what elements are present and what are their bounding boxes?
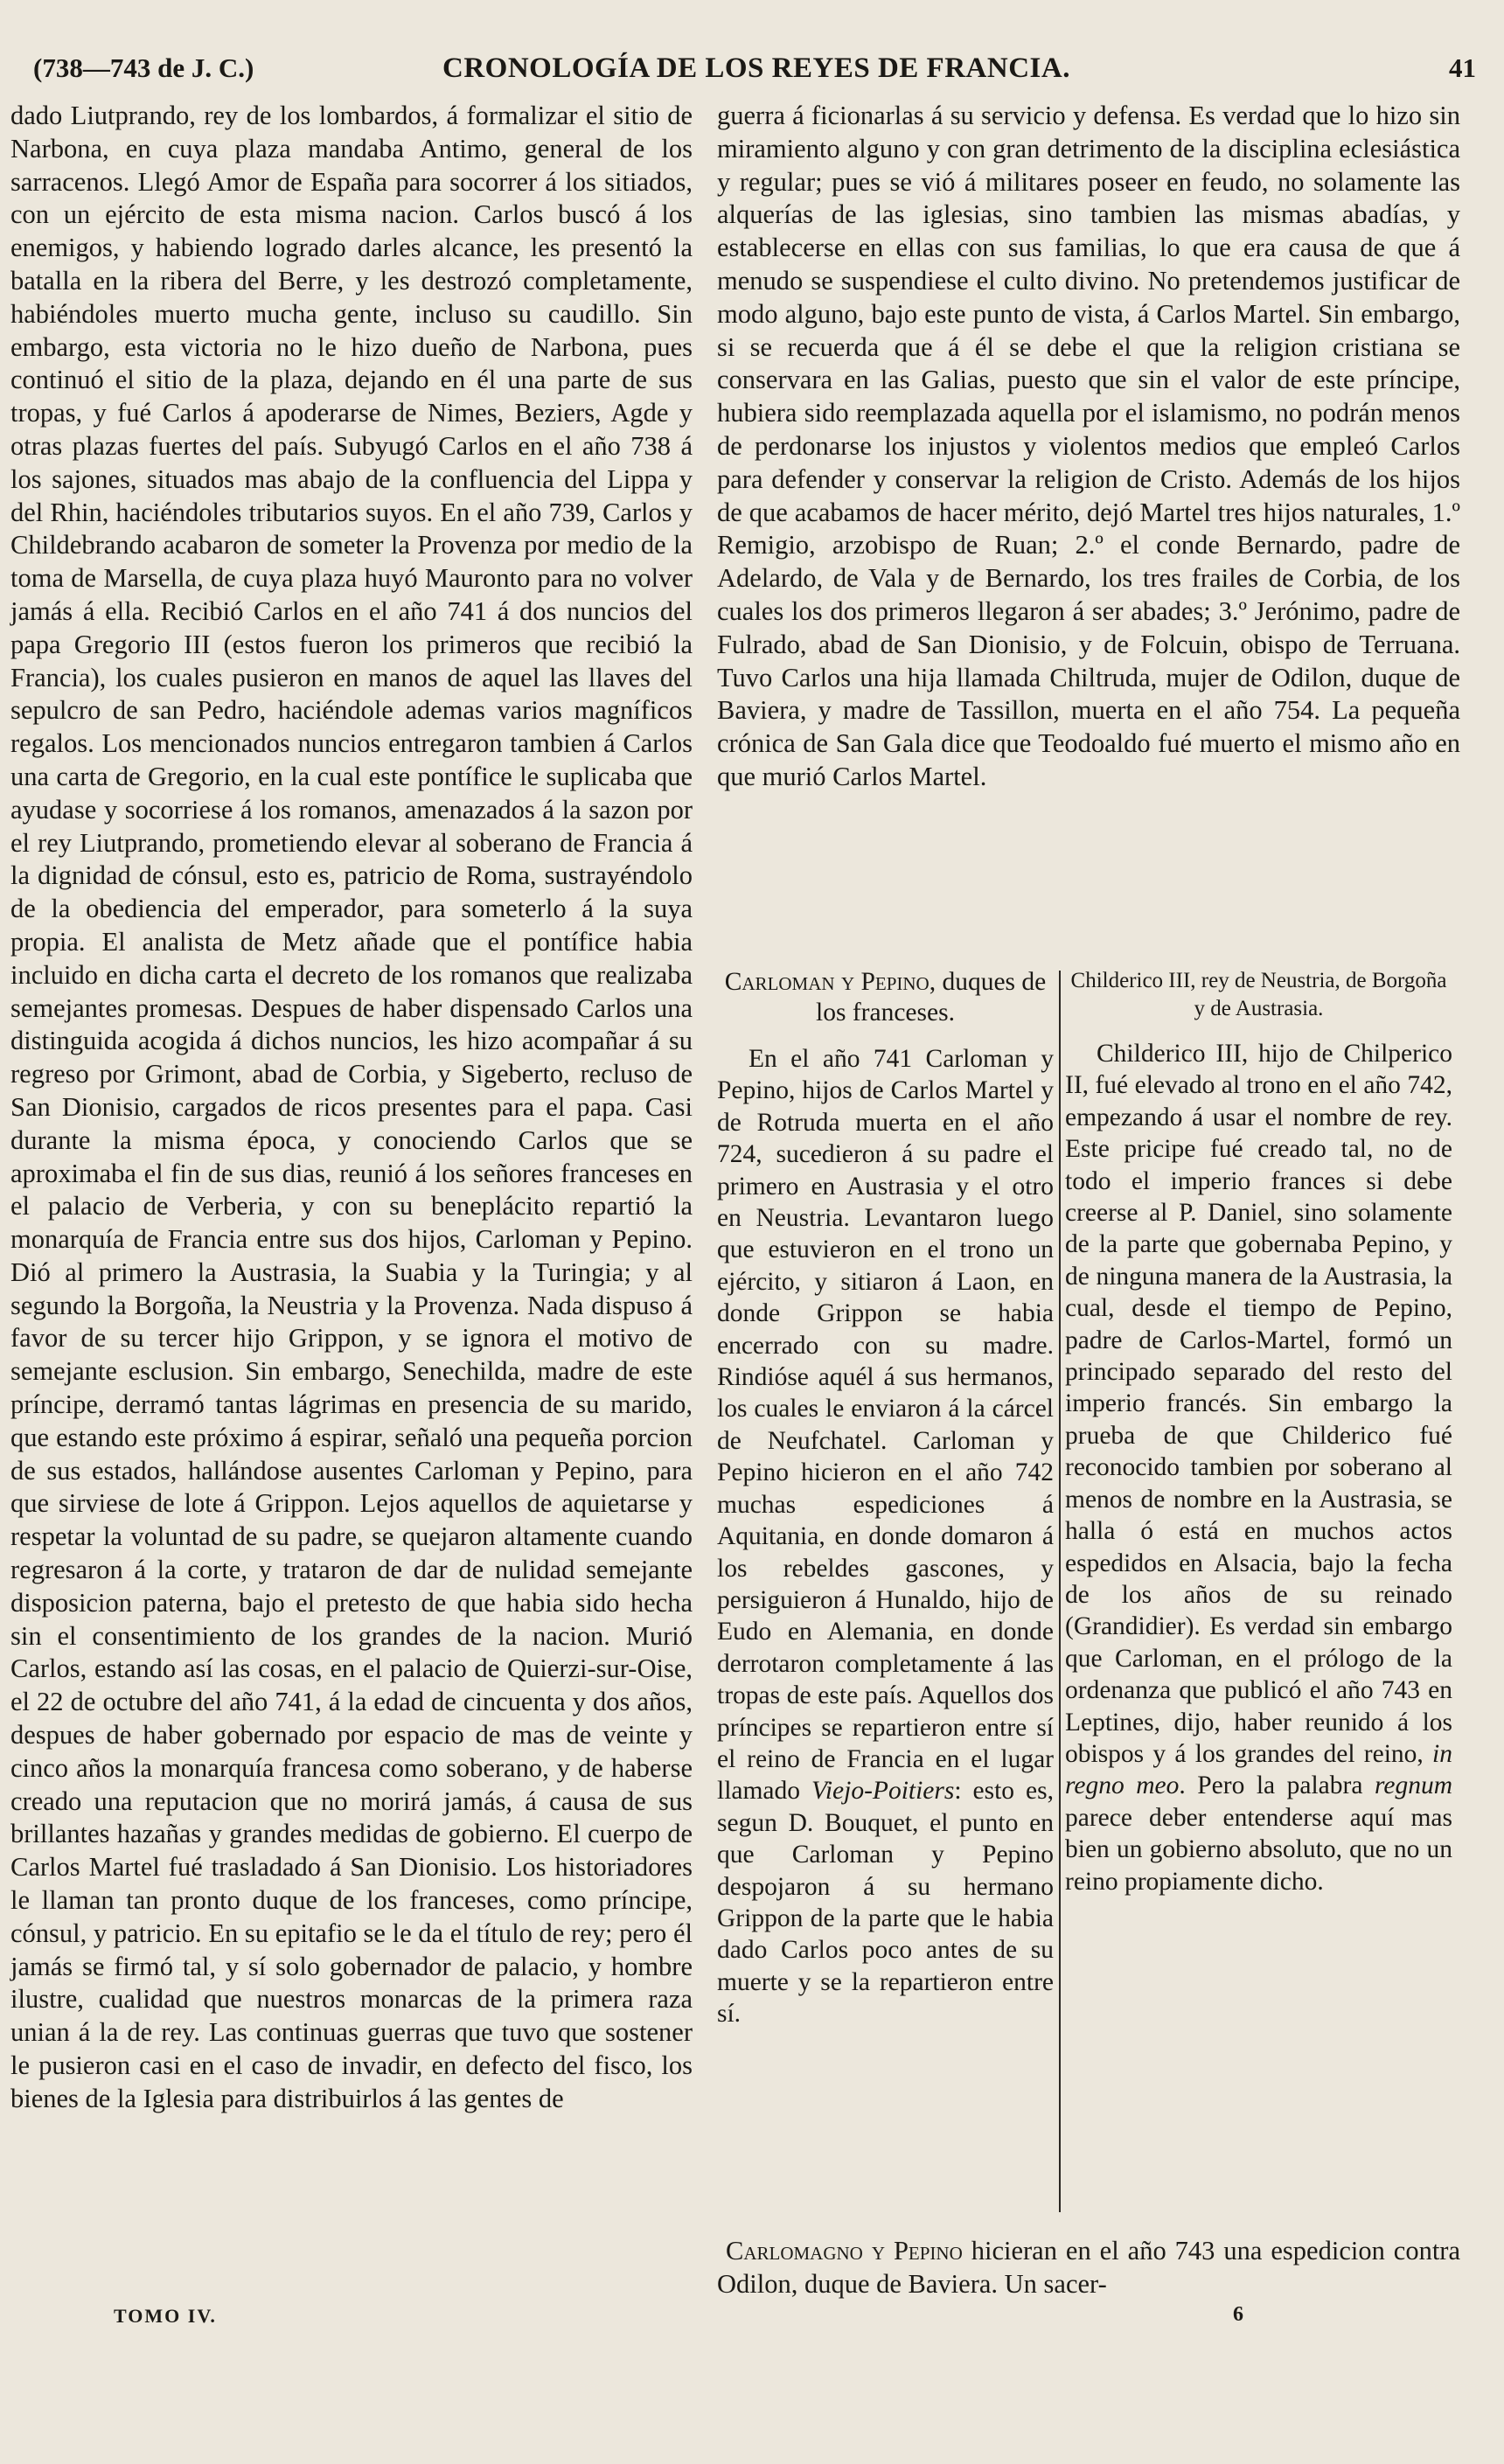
heading-names: Carloman y Pepino — [724, 968, 930, 996]
right-column — [717, 100, 1460, 794]
running-header — [33, 52, 1476, 96]
signature-mark: 6 — [1233, 2303, 1243, 2326]
section-carloman-pepino — [717, 967, 1054, 2030]
volume-footer: TOMO IV. — [114, 2305, 217, 2327]
section-heading — [717, 967, 1054, 1027]
right-column-text: guerra á ficionarlas á su servicio y defensa. Es verdad que lo hizo sin miramiento alguno y con gran detrimento de la disciplina eclesiástica y regular; pues se vió á militares poseer en feudo, no solamente las alquerías de las iglesias, sino tambien las mismas abadías, y establecerse en ellas con sus familias, lo que era causa de que á menudo se suspendiese el culto divino. No pretendemos justificar de modo alguno, bajo este punto de vista, á Carlos Martel. Sin embargo, si se recuerda que á él se debe el que la religion cristiana se conservara en las Galias, puesto que sin el valor de este príncipe, hubiera sido reemplazada aquella por el islamismo, no podrán menos de perdonarse los injustos y violentos medios que empleó Carlos para defender y conservar la religion de Cristo. Además de los hijos de que acabamos de hacer mérito, dejó Martel tres hijos naturales, 1.º Remigio, arzobispo de Ruan; 2.º el conde Bernardo, padre de Adelardo, de Vala y de Bernardo, los tres frailes de Corbia, de los cuales los dos primeros llegaron á ser abades; 3.º Jerónimo, padre de Fulrado, abad de San Dionisio, y de Folcuin, obispo de Terruana. Tuvo Carlos una hija llamada Chiltruda, mujer de Odilon, duque de Baviera, y madre de Tassillon, muerta en el año 754. La pequeña crónica de San Gala dice que Teodoaldo fué muerto el mismo año en que murió Carlos Martel. — [717, 101, 1460, 791]
section-body: En el año 741 Carloman y Pepino, hijos de Carlos Martel y de Rotruda muerta en el año 724, sucedieron á su padre el primero en Austrasia y el otro en Neustria. Levantaron luego que estuvieron en el trono un ejército, y sitiaron á Laon, en donde Grippon se habia encerrado con su madre. Rindióse aquél á sus hermanos, los cuales le enviaron á la cárcel de Neufchatel. Carloman y Pepino hicieron en el año 742 muchas espediciones á Aquitania, en donde domaron á los rebeldes gascones, y persiguieron á Hunaldo, hijo de Eudo en Alemania, en donde derrotaron completamente á las tropas de este país. Aquellos dos príncipes se repartieron entre sí el reino de Francia en el lugar llamado Viejo-Poitiers: esto es, segun D. Bouquet, el punto en que Carloman y Pepino despojaron á su hermano Grippon de la parte que le habia dado Carlos poco antes de su muerte y se la repartieron entre sí. — [717, 1045, 1054, 2029]
section-heading: Childerico III, rey de Neustria, de Borgoña y de Austrasia. — [1070, 969, 1447, 1020]
subsection-block — [717, 967, 1460, 2223]
heading-rest: , duques de los franceses. — [816, 968, 1047, 1027]
left-column-text: dado Liutprando, rey de los lombardos, á formalizar el sitio de Narbona, en cuya plaza mandaba Antimo, general de los sarracenos. Llegó Amor de España para socorrer á los sitiados, con un ejército de esta misma nacion. Carlos buscó á los enemigos, y habiendo logrado darles alcance, les presentó la batalla en la ribera del Berre, y les destrozó completamente, habiéndoles muerto mucha gente, incluso su caudillo. Sin embargo, esta victoria no le hizo dueño de Narbona, pues continuó el sitio de la plaza, dejando en él una parte de sus tropas, y fué Carlos á apoderarse de Nimes, Beziers, Agde y otras plazas fuertes del país. Subyugó Carlos en el año 738 á los sajones, situados mas abajo de la confluencia del Lippa y del Rhin, haciéndoles tributarios suyos. En el año 739, Carlos y Childebrando acabaron de someter la Provenza por medio de la toma de Marsella, de cuya plaza huyó Mauronto para no volver jamás á ella. Recibió Carlos en el año 741 á dos nuncios del papa Gregorio III (estos fueron los primeros que recibió la Francia), los cuales pusieron en manos de aquel las llaves del sepulcro de san Pedro, haciéndole ademas varios magníficos regalos. Los mencionados nuncios entregaron tambien á Carlos una carta de Gregorio, en la cual este pontífice le suplicaba que ayudase y socorriese á los romanos, amenazados á la sazon por el rey Liutprando, prometiendo elevar al soberano de Francia á la dignidad de cónsul, esto es, patricio de Roma, sustrayéndolo de la obediencia del emperador, para someterlo á la suya propia. El analista de Metz añade que el pontífice habia incluido en dicha carta el decreto de los romanos que realizaba semejantes promesas. Despues de haber dispensado Carlos una distinguida acogida á dichos nuncios, les hizo acompañar á su regreso por Grimont, abad de Corbia, y Sigeberto, recluso de San Dionisio, cargados de ricos presentes para el papa. Casi durante la misma época, y conociendo Carlos que se aproximaba el fin de sus dias, reunió á los señores franceses en el palacio de Verberia, y con su beneplácito repartió la monarquía de Francia entre sus dos hijos, Carloman y Pepino. Dió al primero la Austrasia, la Suabia y la Turingia; y al segundo la Borgoña, la Neustria y la Provenza. Nada dispuso á favor de su tercer hijo Grippon, y se ignora el motivo de semejante esclusion. Sin embargo, Senechilda, madre de este príncipe, derramó tantas lágrimas en presencia de su marido, que estando este próximo á espirar, señaló una pequeña porcion de sus estados, hallándose ausentes Carloman y Pepino, para que sirviese de lote á Grippon. Lejos aquellos de aquietarse y respetar la voluntad de su padre, se quejaron altamente cuando regresaron á la corte, y trataron de dar de nulidad semejante disposicion paterna, bajo el pretesto de que habia sido hecha sin el consentimiento de los grandes de la nacion. Murió Carlos, estando así las cosas, en el palacio de Quierzi-sur-Oise, el 22 de octubre del año 741, á la edad de cincuenta y dos años, despues de haber gobernado por espacio de mas de veinte y cinco años la monarquía francesa como soberano, y de haberse creado una reputacion que no morirá jamás, á causa de sus brillantes hazañas y grandes medidas de gobierno. El cuerpo de Carlos Martel fué trasladado á San Dionisio. Los historiadores le llaman tan pronto duque de los franceses, como príncipe, cónsul, y patricio. En su epitafio se le da el título de rey; pero él jamás se firmó tal, y sí solo gobernador de palacio, y hombre ilustre, cualidad que nuestros monarcas de la primera raza unian á la de rey. Las continuas guerras que tuvo que sostener le pusieron casi en el caso de invadir, en defecto del fisco, los bienes de la Iglesia para distribuirlos á las gentes de — [10, 101, 693, 2113]
left-column — [10, 100, 693, 2116]
bottom-paragraph — [717, 2235, 1460, 2301]
section-body: Childerico III, hijo de Chilperico II, fué elevado al trono en el año 742, empezando á usar el nombre de rey. Este pricipe fué creado tal, no de todo el imperio frances si debe creerse al P. Daniel, sino solamente de la parte que gobernaba Pepino, y de ninguna manera de la Austrasia, la cual, desde el tiempo de Pepino, padre de Carlos-Martel, formó un principado separado del resto del imperio francés. Sin embargo la prueba de que Childerico fué reconocido tambien por soberano al menos de nombre en la Austrasia, se halla ó está en muchos actos espedidos en Alsacia, bajo la fecha de los años de su reinado (Grandidier). Es verdad sin embargo que Carloman, en el prólogo de la ordenanza que publicó el año 743 en Leptines, dijo, haber reunido á los obispos y á los grandes del reino, in regno meo. Pero la palabra regnum parece deber entenderse aquí mas bien un gobierno absoluto, que no un reino propiamente dicho. — [1065, 1040, 1453, 1896]
bottom-names: Carlomagno y Pepino — [726, 2236, 963, 2266]
bottom-text: hicieran en el año 743 una espedicion contra Odilon, duque de Baviera. Un sacer- — [717, 2236, 1461, 2299]
header-date-range: (738—743 de J. C.) — [33, 52, 254, 83]
section-childerico — [1065, 967, 1452, 1897]
column-divider — [1059, 971, 1061, 2212]
page-number: 41 — [1449, 52, 1476, 83]
header-title: CRONOLOGÍA DE LOS REYES DE FRANCIA. — [442, 52, 1070, 84]
